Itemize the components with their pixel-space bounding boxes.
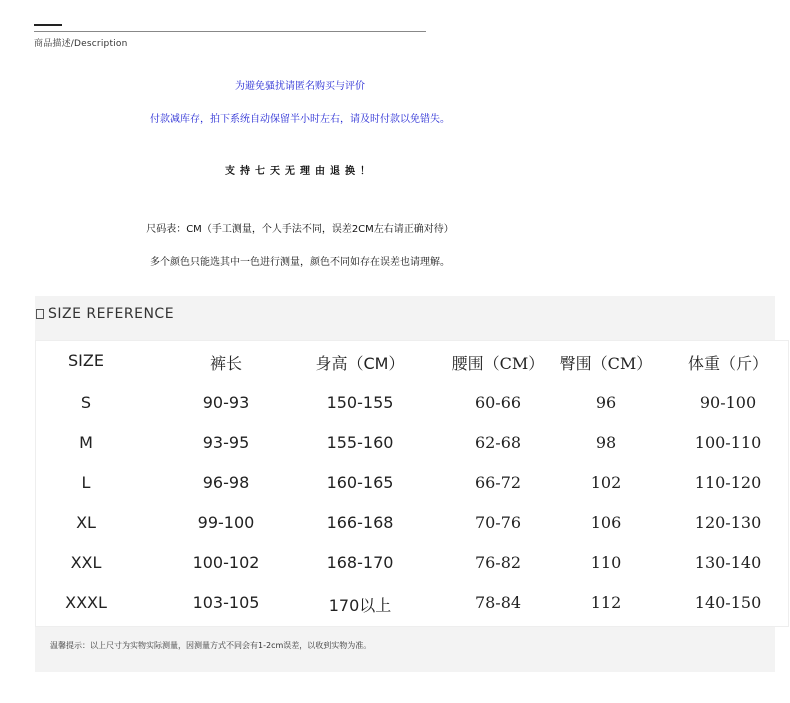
table-cell-size: L — [81, 473, 91, 492]
column-header-height: 身高（CM） — [315, 354, 405, 373]
size-reference-title: SIZE REFERENCE — [48, 306, 175, 322]
column-header-waist: 腰围（CM） — [451, 354, 545, 373]
table-cell-waist: 76-82 — [474, 553, 522, 572]
table-cell-length: 93-95 — [202, 433, 250, 452]
table-cell-hip: 98 — [595, 433, 617, 452]
column-header-weight: 体重（斤） — [687, 354, 769, 373]
table-cell-height: 168-170 — [326, 553, 394, 572]
table-cell-size: XL — [76, 513, 96, 532]
table-cell-weight: 110-120 — [694, 473, 762, 492]
section-title: 商品描述/Description — [34, 39, 128, 49]
header-accent-bar — [34, 24, 62, 26]
notice-anonymous: 为避免骚扰请匿名购买与评价 — [235, 81, 365, 92]
size-reference-heading — [36, 306, 174, 322]
table-cell-height: 170以上 — [328, 596, 392, 615]
notice-color: 多个颜色只能选其中一色进行测量，颜色不同如存在误差也请理解。 — [150, 257, 450, 268]
table-cell-height: 150-155 — [326, 393, 394, 412]
table-cell-length: 90-93 — [202, 393, 250, 412]
table-cell-hip: 102 — [590, 473, 622, 492]
footnote: 温馨提示：以上尺寸为实物实际测量，因测量方式不同会有1-2cm误差，以收到实物为准。 — [50, 641, 372, 650]
table-cell-height: 155-160 — [326, 433, 394, 452]
table-cell-length: 100-102 — [192, 553, 260, 572]
table-cell-waist: 78-84 — [474, 593, 522, 612]
table-cell-waist: 70-76 — [474, 513, 522, 532]
table-cell-weight: 90-100 — [699, 393, 757, 412]
table-cell-height: 166-168 — [326, 513, 394, 532]
table-cell-size: XXL — [70, 553, 102, 572]
notice-return-policy: 支持七天无理由退换！ — [225, 166, 375, 177]
table-cell-waist: 66-72 — [474, 473, 522, 492]
column-header-hip: 臀围（CM） — [559, 354, 653, 373]
table-cell-weight: 130-140 — [694, 553, 762, 572]
size-table — [35, 340, 789, 627]
notice-payment: 付款减库存，拍下系统自动保留半小时左右，请及时付款以免错失。 — [150, 114, 450, 125]
table-cell-height: 160-165 — [326, 473, 394, 492]
document-icon — [36, 309, 44, 319]
table-cell-length: 96-98 — [202, 473, 250, 492]
table-cell-length: 103-105 — [192, 593, 260, 612]
header-divider — [34, 31, 426, 32]
table-cell-size: S — [80, 393, 92, 412]
table-cell-weight: 120-130 — [694, 513, 762, 532]
table-cell-waist: 62-68 — [474, 433, 522, 452]
table-cell-hip: 106 — [590, 513, 622, 532]
table-cell-hip: 112 — [590, 593, 622, 612]
table-cell-size: XXXL — [65, 593, 107, 612]
table-cell-weight: 140-150 — [694, 593, 762, 612]
column-header-size: SIZE — [68, 351, 104, 370]
table-cell-waist: 60-66 — [474, 393, 522, 412]
notice-measurement: 尺码表：CM（手工测量，个人手法不同，误差2CM左右请正确对待） — [146, 224, 454, 235]
table-cell-hip: 110 — [590, 553, 622, 572]
column-header-length: 裤长 — [209, 354, 243, 373]
table-cell-length: 99-100 — [197, 513, 255, 532]
table-cell-size: M — [79, 433, 93, 452]
table-cell-hip: 96 — [595, 393, 617, 412]
table-cell-weight: 100-110 — [694, 433, 762, 452]
